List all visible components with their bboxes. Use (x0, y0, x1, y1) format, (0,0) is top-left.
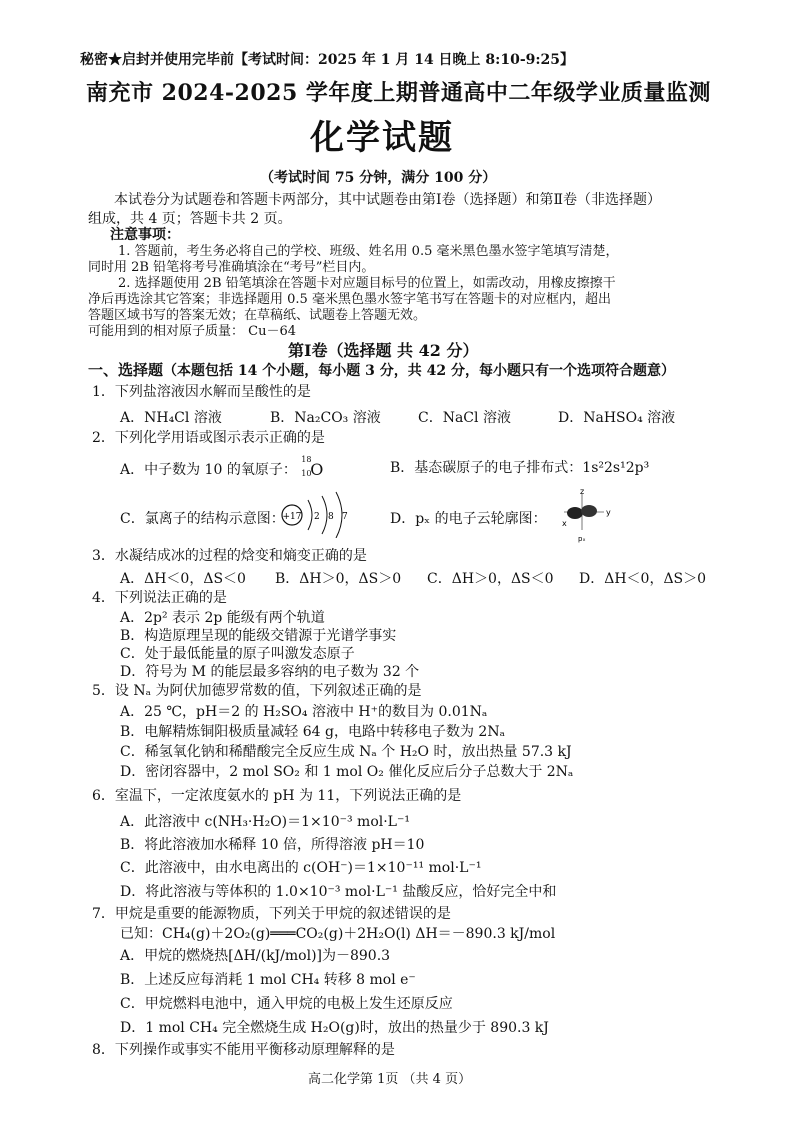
q5-stem: 5．设 Nₐ 为阿伏加德罗常数的值，下列叙述正确的是 (92, 683, 422, 699)
q7-stem: 7．甲烷是重要的能源物质，下列关于甲烷的叙述错误的是 (92, 906, 451, 922)
confidential-line: 秘密★启封并使用完毕前【考试时间：2025 年 1 月 14 日晚上 8:10-9:25】 (80, 52, 575, 68)
q1-option-a: A．NH₄Cl 溶液 (120, 410, 222, 426)
isotope-mass-number: 18 (301, 455, 312, 464)
px-orbital-diagram (560, 486, 620, 544)
page-footer: 高二化学第 1页 （共 4 页） (308, 1072, 472, 1087)
section-heading-number: 一、选择题 (88, 361, 164, 379)
q4-stem: 4．下列说法正确的是 (92, 590, 227, 606)
atomic-mass: 可能用到的相对原子质量： Cu－64 (88, 324, 296, 339)
q7-given-equation: 已知：CH₄(g)＋2O₂(g)═══CO₂(g)＋2H₂O(l) ΔH＝－890.3 kJ/mol (120, 926, 556, 942)
subject-title: 化学试题 (310, 118, 454, 158)
exam-title: 南充市 2024-2025 学年度上期普通高中二年级学业质量监测 (86, 80, 711, 106)
shell-3-count: 7 (342, 512, 348, 522)
intro-line-2: 组成，共 4 页；答题卡共 2 页。 (88, 211, 292, 227)
electron-shell-2 (322, 496, 327, 534)
axis-label-x: x (562, 519, 567, 528)
orbital-lobe-right (581, 505, 597, 517)
axis-label-y: y (606, 508, 611, 517)
q2-option-a-text: A．中子数为 10 的氧原子： (120, 462, 297, 478)
q2-option-d: D．pₓ 的电子云轮廓图： (390, 511, 547, 527)
q3-stem: 3．水凝结成冰的过程的焓变和熵变正确的是 (92, 548, 367, 564)
q6-option-a: A．此溶液中 c(NH₃·H₂O)＝1×10⁻³ mol·L⁻¹ (120, 814, 410, 830)
notice-2a: 2. 选择题使用 2B 铅笔填涂在答题卡对应题目标号的位置上，如需改动，用橡皮擦擦干 (118, 276, 616, 291)
section-title: 第Ⅰ卷（选择题 共 42 分） (288, 341, 479, 360)
isotope-proton-number: 10 (301, 469, 312, 478)
q3-options (120, 568, 780, 588)
q6-option-c: C．此溶液中，由水电离出的 c(OH⁻)＝1×10⁻¹¹ mol·L⁻¹ (120, 860, 482, 876)
notice-2c: 答题区域书写的答案无效；在草稿纸、试题卷上答题无效。 (88, 308, 427, 323)
q3-option-b: B．ΔH＞0，ΔS＞0 (275, 571, 402, 587)
q3-option-c: C．ΔH＞0，ΔS＜0 (427, 571, 554, 587)
section-heading (88, 361, 675, 380)
shell-2-count: 8 (328, 512, 334, 522)
axis-label-z: z (580, 487, 585, 496)
q2-option-c: C．氯离子的结构示意图： (120, 511, 285, 527)
q7-option-d: D．1 mol CH₄ 完全燃烧生成 H₂O(g)时，放出的热量少于 890.3 kJ (120, 1020, 549, 1036)
q7-option-a: A．甲烷的燃烧热[ΔH/(kJ/mol)]为－890.3 (120, 948, 391, 964)
q4-option-c: C．处于最低能量的原子叫激发态原子 (120, 646, 355, 662)
exam-info: （考试时间 75 分钟，满分 100 分） (260, 170, 497, 186)
q5-option-d: D．密闭容器中，2 mol SO₂ 和 1 mol O₂ 催化反应后分子总数大于 2Nₐ (120, 764, 574, 780)
shell-1-count: 2 (314, 512, 320, 522)
q7-option-b: B．上述反应每消耗 1 mol CH₄ 转移 8 mol e⁻ (120, 972, 416, 988)
q3-option-a: A．ΔH＜0，ΔS＜0 (120, 571, 246, 587)
orbital-lobe-left (567, 507, 583, 519)
q2-option-a (120, 455, 324, 480)
chloride-ion-structure-diagram (276, 490, 366, 538)
notice-1b: 同时用 2B 铅笔将考号准确填涂在“考号”栏目内。 (88, 260, 375, 275)
q2-stem: 2．下列化学用语或图示表示正确的是 (92, 430, 325, 446)
section-heading-note: （本题包括 14 个小题，每小题 3 分，共 42 分，每小题只有一个选项符合题意） (163, 363, 675, 379)
orbital-caption: pₓ (578, 535, 586, 543)
q6-option-b: B．将此溶液加水稀释 10 倍，所得溶液 pH＝10 (120, 837, 425, 853)
q4-option-b: B．构造原理呈现的能级交错源于光谱学事实 (120, 628, 397, 644)
q6-stem: 6．室温下，一定浓度氨水的 pH 为 11，下列说法正确的是 (92, 788, 462, 804)
q6-option-d: D．将此溶液与等体积的 1.0×10⁻³ mol·L⁻¹ 盐酸反应，恰好完全中和 (120, 884, 557, 900)
isotope-symbol: O (310, 460, 324, 479)
nucleus-charge: +17 (282, 512, 302, 522)
q1-stem: 1．下列盐溶液因水解而呈酸性的是 (92, 384, 311, 400)
q5-option-c: C．稀氢氧化钠和稀醋酸完全反应生成 Nₐ 个 H₂O 时，放出热量 57.3 kJ (120, 744, 572, 760)
q5-option-a: A．25 ℃，pH＝2 的 H₂SO₄ 溶液中 H⁺的数目为 0.01Nₐ (120, 704, 488, 720)
notice-title: 注意事项： (110, 227, 180, 243)
intro-line-1: 本试卷分为试题卷和答题卡两部分，其中试题卷由第Ⅰ卷（选择题）和第Ⅱ卷（非选择题） (114, 192, 662, 208)
q1-option-d: D．NaHSO₄ 溶液 (558, 410, 676, 426)
q3-option-d: D．ΔH＜0，ΔS＞0 (579, 571, 707, 587)
q2-option-b: B．基态碳原子的电子排布式：1s²2s¹2p³ (390, 460, 650, 476)
q1-option-b: B．Na₂CO₃ 溶液 (270, 410, 381, 426)
q5-option-b: B．电解精炼铜阳极质量减轻 64 g，电路中转移电子数为 2Nₐ (120, 724, 505, 740)
notice-1a: 1. 答题前，考生务必将自己的学校、班级、姓名用 0.5 毫米黑色墨水签字笔填写清楚， (118, 244, 619, 259)
q8-stem: 8．下列操作或事实不能用平衡移动原理解释的是 (92, 1042, 395, 1058)
q1-options (120, 407, 780, 427)
electron-shell-1 (308, 500, 312, 530)
notice-2b: 净后再选涂其它答案；非选择题用 0.5 毫米黑色墨水签字笔书写在答题卡的对应框内，超出 (88, 292, 611, 307)
oxygen-isotope (301, 455, 324, 480)
q4-option-d: D．符号为 M 的能层最多容纳的电子数为 32 个 (120, 664, 420, 680)
q7-option-c: C．甲烷燃料电池中，通入甲烷的电极上发生还原反应 (120, 996, 453, 1012)
q4-option-a: A．2p² 表示 2p 能级有两个轨道 (120, 610, 325, 626)
q1-option-c: C．NaCl 溶液 (418, 410, 511, 426)
